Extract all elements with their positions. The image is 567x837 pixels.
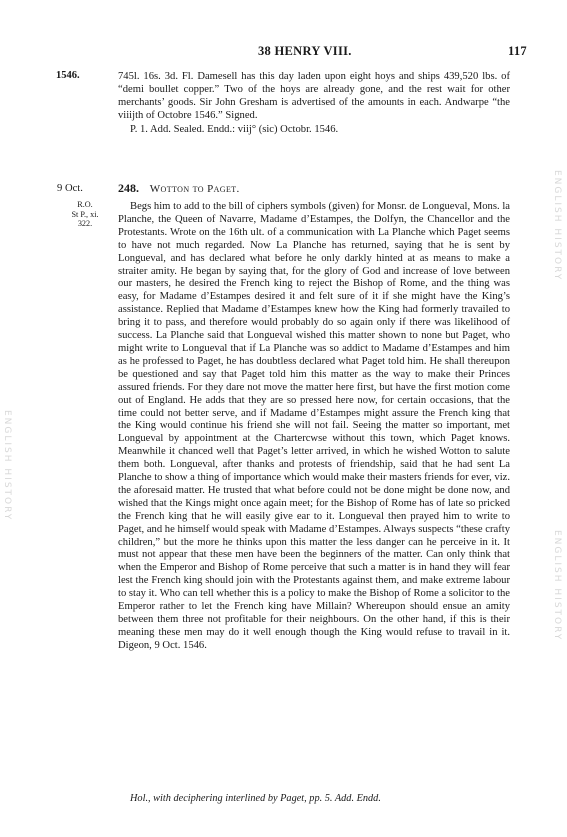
watermark-stamp: ENGLISH HISTORY — [2, 410, 12, 522]
entry-heading — [118, 181, 510, 196]
previous-entry-endorsement: P. 1. Add. Sealed. Endd.: viij° (sic) Octobr. 1546. — [130, 124, 339, 135]
page-number: 117 — [508, 44, 527, 58]
entry-title: Wotton to Paget. — [149, 183, 240, 195]
running-head-title: 38 HENRY VIII. — [258, 44, 352, 58]
margin-ref-line: St P., xi. — [71, 209, 99, 219]
running-head — [0, 44, 567, 60]
margin-ref-line: 322. — [77, 219, 93, 228]
entry-number: 248. — [118, 181, 139, 195]
entry-footnote: Hol., with deciphering interlined by Paget, pp. 5. Add. Endd. — [130, 793, 381, 804]
margin-year: 1546. — [56, 70, 80, 81]
margin-date: 9 Oct. — [57, 183, 83, 194]
previous-entry-continuation — [118, 70, 510, 136]
entry-body-paragraph: Begs him to add to the bill of ciphers symbols (given) for Monsr. de Longueval, Mons. la Planche, the Queen of Navarre, Madame d’Estampes, the Dolfyn, the Chancellor and the Protestants. Wrote on the 16th ult. of a communication with La Planche which Paget seems to have not much regarded. Now La Planche has returned, saying that he is sent by Longueval, and has declared what before he only darkly hinted at as means to make a straiter amity. He began by saying that, for the glory of God and increase of love between our masters, he desired the French king to reject the Bishop of Rome, and the thing was easy, for Madame d’Estampes desired it and felt sure of it if she might have the King’s assistance. Replied that Madame d’Estampes knew how the King had formerly travailed to bring it to pass, and therefore would probably do so again only if there was likelihood of success. La Planche said that Longueval wished this matter shown to none but Paget, who might write to Longueval that if La Planche was so addict to Madame d’Estampes and him as he professed to Paget, he has doubtless declared what Paget told him. He shall thereupon be questioned and say that Paget told him this matter as the way to make their Princes assured friends. For they dare not move the matter here first, but have the first motion come out of England. He adds that they are so pressed here now, for certain occasions, that the time could not better serve, and if Madame d’Estampes might assure the French king that the King would continue his friend she will not fail. Seeing the matter so important, met Longueval by appointment at the Chartercwse without this town, which Paget knows. Meanwhile it chanced well that Paget’s letter arrived, in which he wished Wotton to salute them both. Longueval, after thanks and protests of friendship, said that he had sent La Planche to show a thing of importance which would make their masters friends for ever, viz. the aforesaid matter. He trusted that what before could not be done might be done now, and wished that the Kings might once again meet; for the Bishop of Rome has of late so pricked the French king that he will easily give ear to it. Longueval then prayed him to write to Paget, and he himself would speak with Madame d’Estampes. Always suspects “these crafty children,” but the more he thinks upon this matter the less danger can he perceive in it. It must not appear that these men have been the beginners of the matter. Can only think that when the Emperor and Bishop of Rome perceive that such a matter is in hand they will fear lest the French king should join with the Protestants against them, and make extreme labour to stay it. Who can tell whether this is a policy to make the Bishop of Rome a solicitor to the Emperor rather to let the French king have Millain? Whereupon should ensue an amity between them three not profitable for their neighbours. On the other hand, if this is their meaning these men may do it well enough though the King would refuse to travail in it. Digeon, 9 Oct. 1546. — [118, 201, 510, 651]
entry-body — [118, 201, 510, 653]
watermark-stamp: ENGLISH HISTORY — [552, 530, 562, 642]
margin-references — [56, 200, 114, 229]
watermark-stamp: ENGLISH HISTORY — [552, 170, 562, 282]
margin-ref-line: R.O. — [77, 200, 93, 209]
previous-entry-text: 745l. 16s. 3d. Fl. Damesell has this day laden upon eight hoys and ships 439,520 lbs. of “demi boullet copper.” Two of the hoys are already gone, and the rest wait for other merchants’ goods. Sir John Gresham is advertised of the amounts in each. Andwarpe “the viiijth of Octobre 1546.” Signed. — [118, 71, 510, 121]
